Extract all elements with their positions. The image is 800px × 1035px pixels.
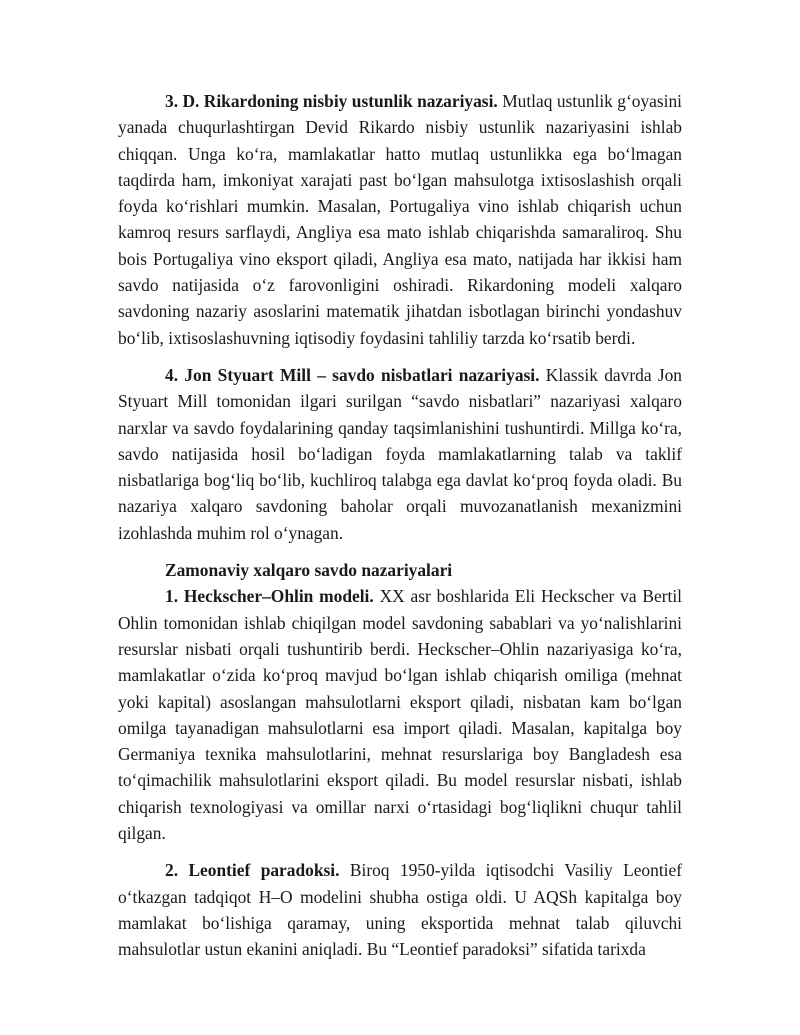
section-title-heckscher-ohlin: 1. Heckscher–Ohlin modeli. (165, 586, 374, 607)
section-body-mill: Klassik davrda Jon Styuart Mill tomonidan ilgari surilgan “savdo nisbatlari” nazariyasi xalqaro narxlar va savdo foydalarining qanday taqsimlanishini tushuntirdi. Millga ko‘ra, savdo natijasida hosil bo‘ladigan foyda mamlakatlarning talab va taklif nisbatlariga bog‘liq bo‘lib, kuchliroq talabga ega davlat ko‘proq foyda oladi. Bu nazariya xalqaro savdoning baholar orqali muvozanatlanish mexanizmini izohlashda muhim rol o‘ynagan. (118, 364, 682, 543)
paragraph-mill (118, 362, 682, 546)
paragraph-heckscher-ohlin (118, 583, 682, 846)
section-body-heckscher-ohlin: XX asr boshlarida Eli Heckscher va Bertil Ohlin tomonidan ishlab chiqilgan model savdoning sabablari va yo‘nalishlarini resurslar nisbati orqali tushuntirib berdi. Heckscher–Ohlin nazariyasiga ko‘ra, mamlakatlar o‘zida ko‘proq mavjud bo‘lgan ishlab chiqarish omiliga (mehnat yoki kapital) asoslangan mahsulotlarni eksport qiladi, nisbatan kam bo‘lgan omilga tayanadigan mahsulotlarni esa import qiladi. Masalan, kapitalga boy Germaniya texnika mahsulotlarini, mehnat resurslariga boy Bangladesh esa to‘qimachilik mahsulotlarini eksport qiladi. Bu model resurslar nisbati, ishlab chiqarish texnologiyasi va omillar narxi o‘rtasidagi bog‘liqlikni chuqur tahlil qilgan. (118, 586, 682, 844)
paragraph-leontief (118, 857, 682, 962)
modern-theories-heading: Zamonaviy xalqaro savdo nazariyalari (165, 560, 453, 581)
section-title-ricardo: 3. D. Rikardoning nisbiy ustunlik nazariyasi. (165, 91, 498, 111)
section-body-leontief: Biroq 1950-yilda iqtisodchi Vasiliy Leontief o‘tkazgan tadqiqot H–O modelini shubha ostiga oldi. U AQSh kapitalga boy mamlakat bo‘lishiga qaramay, uning eksportida mehnat talab qiluvchi mahsulotlar ustun ekanini aniqladi. Bu “Leontief paradoksi” sifatida tarixda (118, 860, 683, 960)
section-title-mill: 4. Jon Styuart Mill – savdo nisbatlari nazariyasi. (165, 364, 540, 385)
document-page (118, 88, 682, 963)
section-title-leontief: 2. Leontief paradoksi. (165, 860, 340, 881)
section-body-ricardo: Mutlaq ustunlik g‘oyasini yanada chuqurlashtirgan Devid Rikardo nisbiy ustunlik nazariyasini ishlab chiqqan. Unga ko‘ra, mamlakatlar hatto mutlaq ustunlikka ega bo‘lmagan taqdirda ham, imkoniyat xarajati past bo‘lgan mahsulotga ixtisoslashish orqali foyda ko‘rishlari mumkin. Masalan, Portugaliya vino ishlab chiqarish uchun kamroq resurs sarflaydi, Angliya esa mato ishlab chiqarishda samaraliroq. Shu bois Portugaliya vino eksport qiladi, Angliya esa mato, natijada har ikkisi ham savdo natijasida o‘z farovonligini oshiradi. Rikardoning modeli xalqaro savdoning nazariy asoslarini matematik jihatdan isbotlagan birinchi yondashuv bo‘lib, ixtisoslashuvning iqtisodiy foydasini tahliliy tarzda ko‘rsatib berdi. (118, 91, 683, 348)
paragraph-ricardo (118, 88, 682, 351)
